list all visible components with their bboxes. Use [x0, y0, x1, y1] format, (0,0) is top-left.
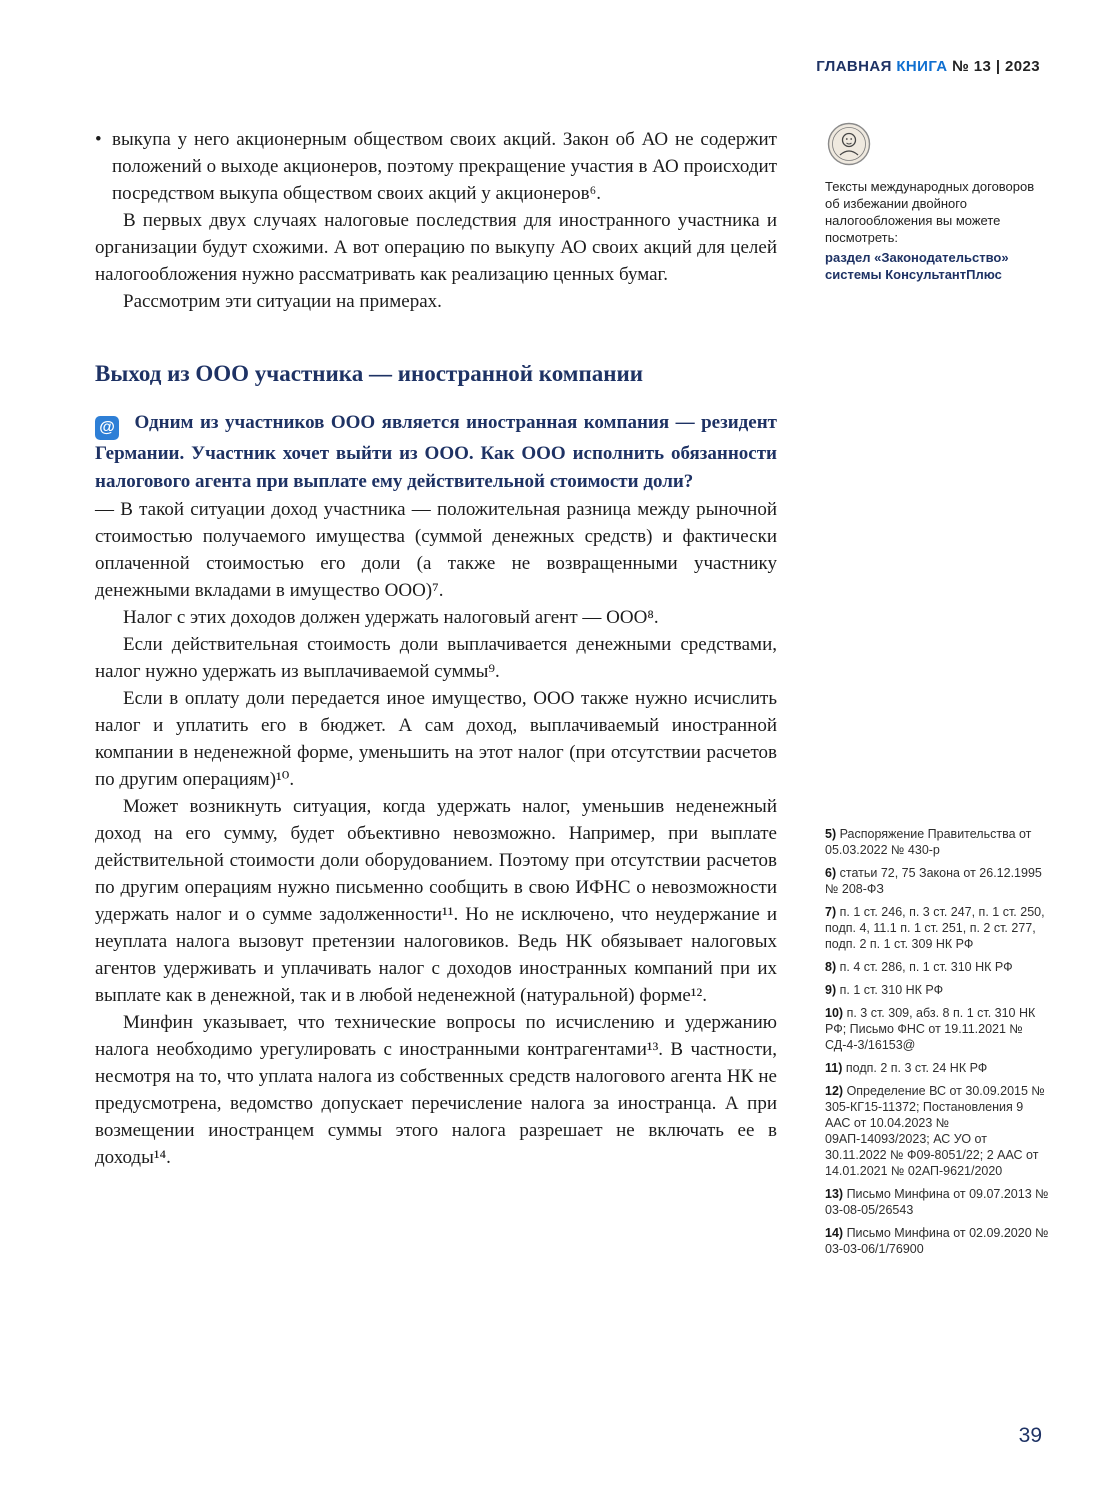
footnote-number: 7): [825, 905, 837, 919]
body-paragraph: Рассмотрим эти ситуации на примерах.: [123, 291, 442, 312]
footnote-number: 11): [825, 1061, 843, 1075]
page-header: [816, 58, 1040, 75]
footnote-item: [825, 1060, 1049, 1076]
footnote-text: подп. 2 п. 3 ст. 24 НК РФ: [845, 1061, 988, 1075]
footnote-text: п. 3 ст. 309, абз. 8 п. 1 ст. 310 НК РФ; Письмо ФНС от 19.11.2021 № СД-4-3/16153@: [825, 1006, 1036, 1052]
footnote-text: п. 1 ст. 310 НК РФ: [839, 983, 944, 997]
footnote-number: 10): [825, 1006, 844, 1020]
sidebar: [825, 122, 1049, 1256]
answer-paragraph: Налог с этих доходов должен удержать налоговый агент — ООО⁸.: [123, 607, 659, 628]
footnote-item: [825, 1005, 1049, 1053]
brand-blue: КНИГА: [896, 58, 948, 75]
main-column: [95, 126, 777, 1171]
footnote-item: [825, 982, 1049, 998]
footnote-text: п. 1 ст. 246, п. 3 ст. 247, п. 1 ст. 250, подп. 4, 11.1 п. 1 ст. 251, п. 2 ст. 277, подп. 2 п. 1 ст. 309 НК РФ: [825, 905, 1045, 951]
bullet-marker: •: [95, 129, 102, 150]
footnotes-list: [825, 826, 1049, 1264]
footnote-text: п. 4 ст. 286, п. 1 ст. 310 НК РФ: [839, 960, 1013, 974]
portrait-stamp-icon: [827, 122, 871, 166]
footnote-item: [825, 1225, 1049, 1257]
answer-paragraph: — В такой ситуации доход участника — положительная разница между рыночной стоимостью получаемого имущества (суммой денежных средств) и фактически оплаченной стоимостью его доли (а также не возвращенными участнику денежными вкладами в имущество ООО)⁷.: [95, 499, 777, 601]
footnote-item: [825, 865, 1049, 897]
bullet-text: выкупа у него акционерным обществом своих акций. Закон об АО не содержит положений о выходе акционеров, поэтому прекращение участия в АО происходит посредством выкупа обществом своих акций у акционеров⁶.: [112, 129, 777, 204]
footnote-item: [825, 904, 1049, 952]
footnote-text: Письмо Минфина от 09.07.2013 № 03-08-05/26543: [825, 1187, 1049, 1217]
body-paragraph: В первых двух случаях налоговые последствия для иностранного участника и организации будут схожими. А вот операцию по выкупу АО своих акций для целей налогообложения нужно рассматривать как реализацию ценных бумаг.: [95, 210, 777, 285]
footnote-number: 13): [825, 1187, 844, 1201]
footnote-text: статьи 72, 75 Закона от 26.12.1995 № 208-ФЗ: [825, 866, 1042, 896]
answer-paragraph: Если в оплату доли передается иное имущество, ООО также нужно исчислить налог и уплатить его в бюджет. А сам доход, выплачиваемый иностранной компании в неденежной форме, уменьшить на этот налог (при отсутствии расчетов по другим операциям)¹⁰.: [95, 688, 777, 790]
section-heading: Выход из ООО участника — иностранной компании: [95, 361, 643, 386]
answer-paragraph: Минфин указывает, что технические вопросы по исчислению и удержанию налога необходимо урегулировать с иностранными контрагентами¹³. В частности, несмотря на то, что уплата налога из собственных средств налогового агента НК не предусмотрена, ведомство допускает перечисление налога за иностранца. А при возмещении иностранцем суммы этого налога разрешает не включать ее в доходы¹⁴.: [95, 1012, 777, 1168]
footnote-text: Определение ВС от 30.09.2015 № 305-КГ15-11372; Постановления 9 ААС от 10.04.2023 № 09АП-14093/2023; АС УО от 30.11.2022 № Ф09-8051/22; 2 ААС от 14.01.2021 № 02АП-9621/2020: [825, 1084, 1045, 1178]
footnote-number: 9): [825, 983, 837, 997]
footnote-number: 12): [825, 1084, 844, 1098]
footnote-item: [825, 826, 1049, 858]
footnote-number: 5): [825, 827, 837, 841]
answer-paragraph: Может возникнуть ситуация, когда удержать налог, уменьшив неденежный доход на его сумму, будет объективно невозможно. Например, при выплате действительной стоимости доли оборудованием. Поэтому при отсутствии расчетов по другим операциям нужно письменно сообщить в свою ИФНС о невозможности удержать налог и о сумме задолженности¹¹. Но не исключено, что неудержание и неуплата налога вызовут претензии налоговиков. Ведь НК обязывает налоговых агентов удерживать и уплачивать налог с доходов иностранных компаний при их выплате как в денежной, так и в любой неденежной (натуральной) форме¹².: [95, 796, 777, 1006]
answer-paragraph: Если действительная стоимость доли выплачивается денежными средствами, налог нужно удержать из выплачиваемой суммы⁹.: [95, 634, 777, 682]
footnote-number: 14): [825, 1226, 844, 1240]
at-icon: @: [95, 416, 119, 440]
question-paragraph: [95, 409, 777, 496]
footnote-item: [825, 1083, 1049, 1179]
brand-dark: ГЛАВНАЯ: [816, 58, 897, 75]
footnote-text: Распоряжение Правительства от 05.03.2022 № 430-р: [825, 827, 1032, 857]
footnote-item: [825, 1186, 1049, 1218]
footnote-number: 6): [825, 866, 837, 880]
sidebar-reference-link[interactable]: раздел «Законодательство» системы КонсультантПлюс: [825, 250, 1009, 282]
question-text: Одним из участников ООО является иностранная компания — резидент Германии. Участник хочет выйти из ООО. Как ООО исполнить обязанности налогового агента при выплате ему действительной стоимости доли?: [95, 412, 777, 492]
footnote-number: 8): [825, 960, 837, 974]
bullet-list-item: [95, 126, 777, 207]
issue-number: № 13 | 2023: [947, 58, 1040, 75]
footnote-text: Письмо Минфина от 02.09.2020 № 03-03-06/1/76900: [825, 1226, 1049, 1256]
footnote-item: [825, 959, 1049, 975]
page-number: 39: [1018, 1424, 1042, 1447]
sidebar-note: Тексты международных договоров об избежании двойного налогообложения вы можете посмотреть:: [825, 179, 1035, 245]
